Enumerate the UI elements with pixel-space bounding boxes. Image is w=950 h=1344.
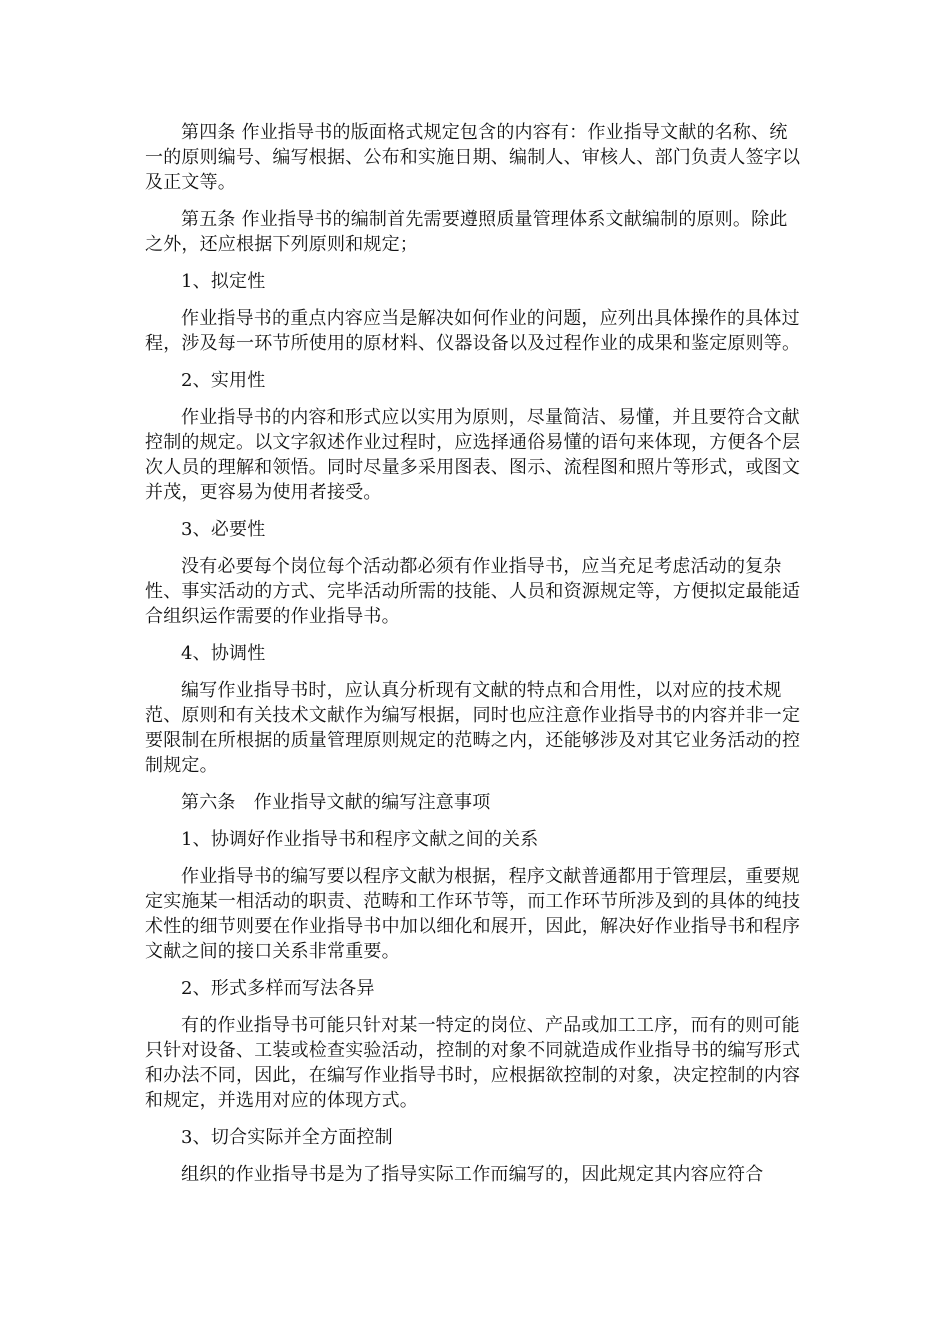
principle-4-body: 编写作业指导书时，应认真分析现有文献的特点和合用性，以对应的技术规范、原则和有关技术文献作为编写根据，同时也应注意作业指导书的内容并非一定要限制在所根据的质量管理原则规定的范畴之内，还能够涉及对其它业务活动的控制规定。 bbox=[145, 680, 801, 776]
note-1-body: 作业指导书的编写要以程序文献为根据，程序文献普通都用于管理层，重要规定实施某一相活动的职责、范畴和工作环节等，而工作环节所涉及到的具体的纯技术性的细节则要在作业指导书中加以细化和展开，因此，解决好作业指导书和程序文献之间的接口关系非常重要。 bbox=[145, 866, 801, 962]
note-3-heading: 3、切合实际并全方面控制 bbox=[181, 1127, 393, 1148]
note-1-heading: 1、协调好作业指导书和程序文献之间的关系 bbox=[181, 829, 539, 850]
principle-3-heading: 3、必要性 bbox=[181, 519, 266, 540]
principle-4-heading: 4、协调性 bbox=[181, 643, 266, 664]
principle-3-body: 没有必要每个岗位每个活动都必须有作业指导书，应当充足考虑活动的复杂性、事实活动的方式、完毕活动所需的技能、人员和资源规定等，方便拟定最能适合组织运作需要的作业指导书。 bbox=[145, 556, 801, 627]
article-5-paragraph: 第五条 作业指导书的编制首先需要遵照质量管理体系文献编制的原则。除此之外，还应根据下列原则和规定； bbox=[145, 209, 788, 255]
principle-2-heading: 2、实用性 bbox=[181, 370, 266, 391]
article-6-heading: 第六条 作业指导文献的编写注意事项 bbox=[181, 792, 491, 813]
principle-1-body: 作业指导书的重点内容应当是解决如何作业的问题，应列出具体操作的具体过程，涉及每一环节所使用的原材料、仪器设备以及过程作业的成果和鉴定原则等。 bbox=[145, 308, 801, 354]
article-4-paragraph: 第四条 作业指导书的版面格式规定包含的内容有：作业指导文献的名称、统一的原则编号、编写根据、公布和实施日期、编制人、审核人、部门负责人签字以及正文等。 bbox=[145, 122, 801, 193]
note-3-body: 组织的作业指导书是为了指导实际工作而编写的，因此规定其内容应符合 bbox=[181, 1164, 764, 1185]
principle-1-heading: 1、拟定性 bbox=[181, 271, 266, 292]
principle-2-body: 作业指导书的内容和形式应以实用为原则，尽量简洁、易懂，并且要符合文献控制的规定。以文字叙述作业过程时，应选择通俗易懂的语句来体现，方便各个层次人员的理解和领悟。同时尽量多采用图表、图示、流程图和照片等形式，或图文并茂，更容易为使用者接受。 bbox=[145, 407, 801, 503]
note-2-body: 有的作业指导书可能只针对某一特定的岗位、产品或加工工序，而有的则可能只针对设备、工装或检查实验活动，控制的对象不同就造成作业指导书的编写形式和办法不同，因此，在编写作业指导书时，应根据欲控制的对象，决定控制的内容和规定，并选用对应的体现方式。 bbox=[145, 1015, 801, 1111]
note-2-heading: 2、形式多样而写法各异 bbox=[181, 978, 375, 999]
document-body bbox=[145, 120, 805, 1199]
